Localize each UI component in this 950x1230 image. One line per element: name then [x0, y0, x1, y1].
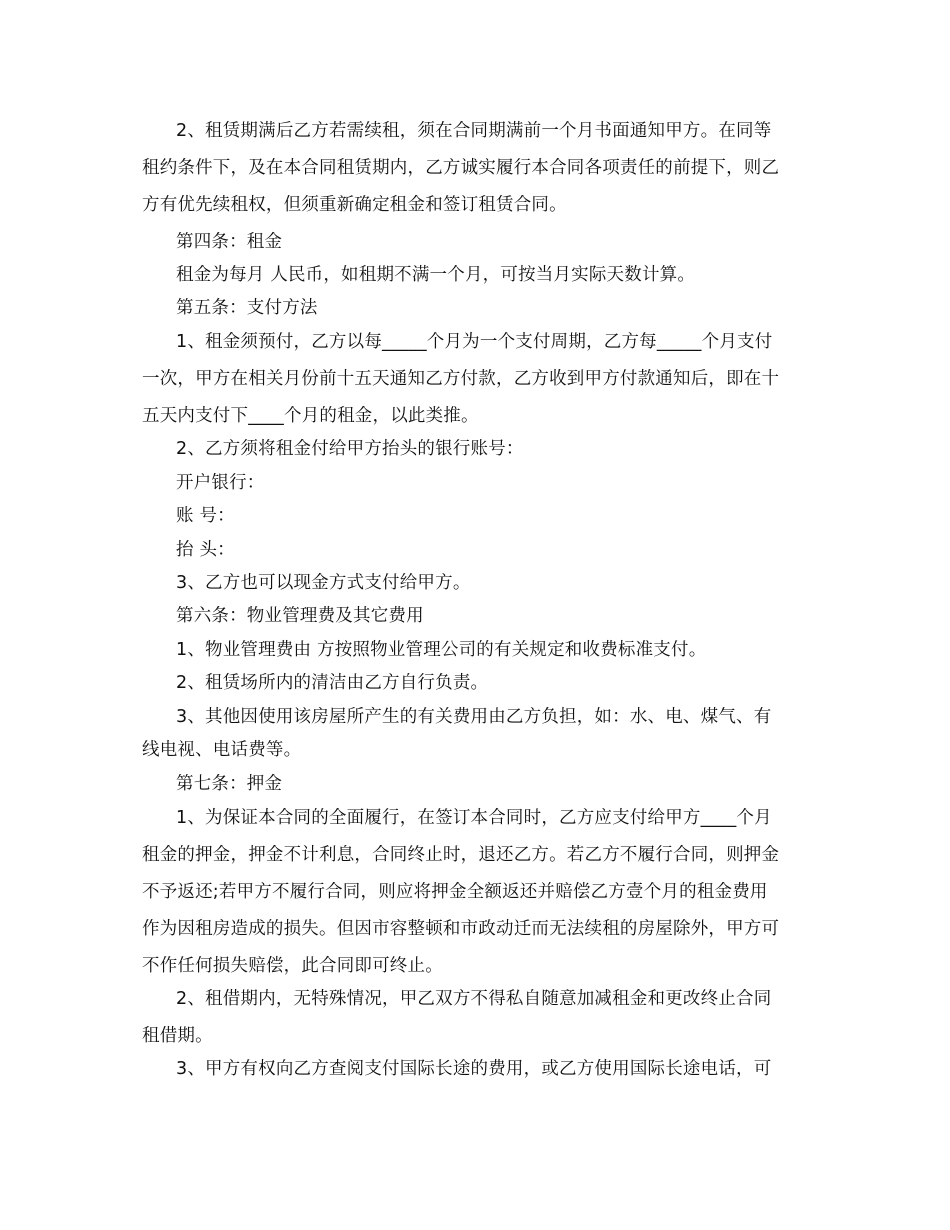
- utility-fee-line-2: 线电视、电话费等。: [142, 740, 302, 760]
- property-fee-clause: 1、物业管理费由 方按照物业管理公司的有关规定和收费标准支付。: [176, 640, 707, 660]
- account-holder-label: 抬 头：: [176, 540, 235, 560]
- article-7-heading: 第七条：押金: [176, 774, 283, 794]
- account-number-label: 账 号：: [176, 506, 235, 526]
- rent-change-clause-line-1: 2、租借期内，无特殊情况，甲乙双方不得私自随意加减租金和更改终止合同: [176, 989, 772, 1009]
- article-5-heading: 第五条：支付方法: [176, 298, 318, 318]
- cash-payment-clause: 3、乙方也可以现金方式支付给甲方。: [176, 573, 471, 593]
- cleaning-clause: 2、租赁场所内的清洁由乙方自行负责。: [176, 673, 489, 693]
- deposit-clause-line-5: 不作任何损失赔偿，此合同即可终止。: [142, 956, 443, 976]
- deposit-clause-line-3: 不予返还;若甲方不履行合同，则应将押金全额返还并赔偿乙方壹个月的租金费用: [142, 882, 768, 902]
- article-6-heading: 第六条：物业管理费及其它费用: [176, 606, 424, 626]
- para-renewal-line-3: 方有优先续租权，但须重新确定租金和签订租赁合同。: [142, 195, 567, 215]
- payment-clause-line-2: 一次，甲方在相关月份前十五天通知乙方付款，乙方收到甲方付款通知后，即在十: [142, 369, 780, 389]
- long-distance-clause-line-1: 3、甲方有权向乙方查阅支付国际长途的费用，或乙方使用国际长途电话，可: [176, 1059, 772, 1079]
- deposit-clause-line-1: 1、为保证本合同的全面履行，在签订本合同时，乙方应支付给甲方____个月: [176, 808, 772, 828]
- payment-clause-line-3: 五天内支付下____个月的租金，以此类推。: [142, 406, 479, 426]
- payment-clause-line-1: 1、租金须预付，乙方以每_____个月为一个支付周期，乙方每_____个月支付: [176, 332, 773, 352]
- para-renewal-line-1: 2、租赁期满后乙方若需续租，须在合同期满前一个月书面通知甲方。在同等: [176, 121, 772, 141]
- para-renewal-line-2: 租约条件下，及在本合同租赁期内，乙方诚实履行本合同各项责任的前提下，则乙: [142, 158, 780, 178]
- rent-amount-text: 租金为每月 人民币，如租期不满一个月，可按当月实际天数计算。: [176, 265, 696, 285]
- bank-name-label: 开户银行：: [176, 473, 265, 493]
- deposit-clause-line-4: 作为因租房造成的损失。但因市容整顿和市政动迁而无法续租的房屋除外，甲方可: [142, 919, 780, 939]
- deposit-clause-line-2: 租金的押金，押金不计利息，合同终止时，退还乙方。若乙方不履行合同，则押金: [142, 845, 780, 865]
- rent-change-clause-line-2: 租借期。: [142, 1026, 213, 1046]
- utility-fee-line-1: 3、其他因使用该房屋所产生的有关费用由乙方负担，如：水、电、煤气、有: [176, 707, 772, 727]
- article-4-heading: 第四条：租金: [176, 232, 283, 252]
- bank-account-intro: 2、乙方须将租金付给甲方抬头的银行账号：: [176, 439, 524, 459]
